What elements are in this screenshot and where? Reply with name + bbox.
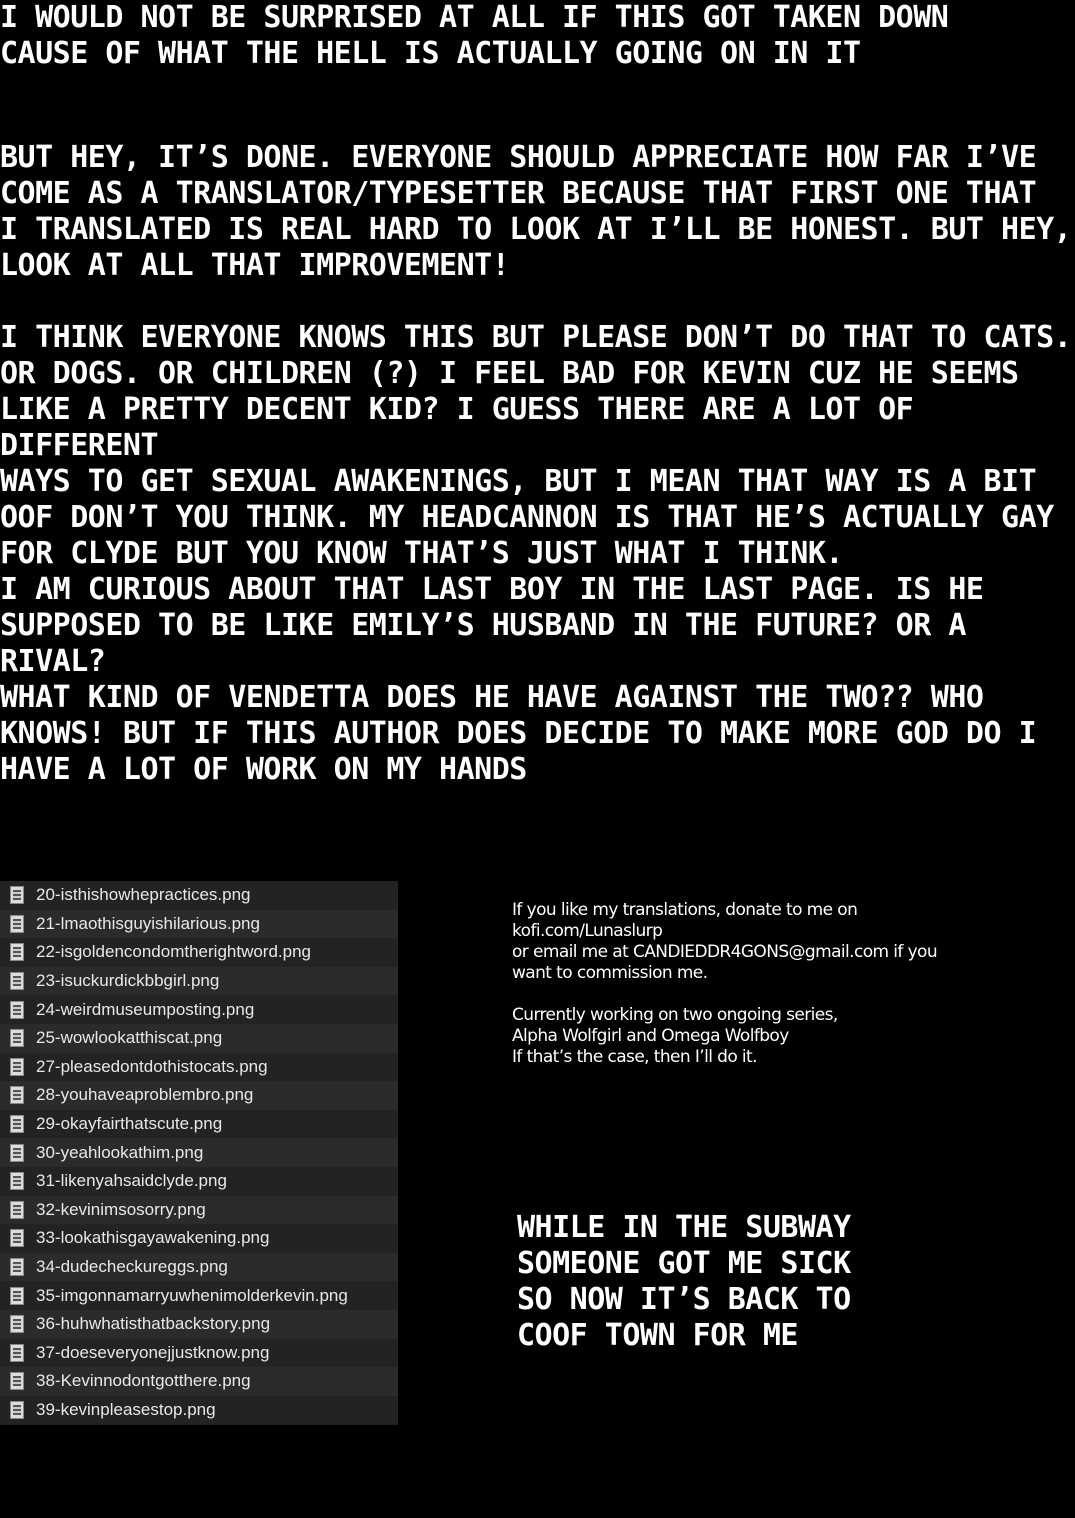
image-file-icon [10,1315,24,1333]
file-row[interactable] [0,1053,398,1082]
file-name: 20-isthishowhepractices.png [36,885,251,905]
file-name: 30-yeahlookathim.png [36,1142,204,1162]
image-file-icon [10,943,24,961]
image-file-icon [10,1229,24,1247]
file-name: 31-likenyahsaidclyde.png [36,1171,227,1191]
file-row[interactable] [0,1339,398,1368]
file-row[interactable] [0,1138,398,1167]
file-name: 29-okayfairthatscute.png [36,1114,223,1134]
image-file-icon [10,972,24,990]
file-row[interactable] [0,1310,398,1339]
file-name: 39-kevinpleasestop.png [36,1399,216,1419]
file-name: 21-lmaothisguyishilarious.png [36,913,260,933]
note-paragraph: I WOULD NOT BE SURPRISED AT ALL IF THIS GOT TAKEN DOWN CAUSE OF WHAT THE HELL IS ACTUALLY GOING ON IN IT [0,0,949,71]
image-file-icon [10,1372,24,1390]
image-file-icon [10,1258,24,1276]
file-row[interactable] [0,910,398,939]
image-file-icon [10,1344,24,1362]
image-file-icon [10,1058,24,1076]
file-row[interactable] [0,967,398,996]
file-name: 34-dudecheckureggs.png [36,1257,228,1277]
image-file-icon [10,1201,24,1219]
file-name: 38-Kevinnodontgotthere.png [36,1371,251,1391]
image-file-icon [10,1029,24,1047]
image-file-icon [10,915,24,933]
file-row[interactable] [0,1196,398,1225]
file-name: 37-doeseveryonejjustknow.png [36,1342,270,1362]
image-file-icon [10,1115,24,1133]
image-file-icon [10,1401,24,1419]
file-row[interactable] [0,1024,398,1053]
image-file-icon [10,1001,24,1019]
file-name: 23-isuckurdickbbgirl.png [36,971,220,991]
file-row[interactable] [0,1253,398,1282]
series-text: Currently working on two ongoing series, Alpha Wolfgirl and Omega Wolfboy If that’s the case, then I’ll do it. [512,1005,838,1067]
note-paragraph: I AM CURIOUS ABOUT THAT LAST BOY IN THE LAST PAGE. IS HE SUPPOSED TO BE LIKE EMILY’S HUSBAND IN THE FUTURE? OR A RIVAL? WHAT KIND OF VENDETTA DOES HE HAVE AGAINST THE TWO?? WHO KNOWS! BUT IF THIS AUTHOR DOES DECIDE TO MAKE MORE GOD DO I HAVE A LOT OF WORK ON MY HANDS [0,572,1037,787]
file-row[interactable] [0,1396,398,1425]
file-row[interactable] [0,1110,398,1139]
file-name: 35-imgonnamarryuwhenimolderkevin.png [36,1285,348,1305]
file-row[interactable] [0,938,398,967]
file-name: 36-huhwhatisthatbackstory.png [36,1314,271,1334]
file-row[interactable] [0,1224,398,1253]
image-file-icon [10,1086,24,1104]
file-row[interactable] [0,995,398,1024]
file-row[interactable] [0,1281,398,1310]
file-name: 33-lookathisgayawakening.png [36,1228,270,1248]
file-row[interactable] [0,1367,398,1396]
image-file-icon [10,1172,24,1190]
file-row[interactable] [0,1081,398,1110]
image-file-icon [10,1144,24,1162]
note-paragraph: I THINK EVERYONE KNOWS THIS BUT PLEASE DON’T DO THAT TO CATS. OR DOGS. OR CHILDREN (?) I FEEL BAD FOR KEVIN CUZ HE SEEMS LIKE A PRETTY DECENT KID? I GUESS THERE ARE A LOT OF DIFFERENT WAYS TO GET SEXUAL AWAKENINGS, BUT I MEAN THAT WAY IS A BIT OOF DON’T YOU THINK. MY HEADCANNON IS THAT HE’S ACTUALLY GAY FOR CLYDE BUT YOU KNOW THAT’S JUST WHAT I THINK. [0,320,1072,571]
note-paragraph: BUT HEY, IT’S DONE. EVERYONE SHOULD APPRECIATE HOW FAR I’VE COME AS A TRANSLATOR/TYPESETTER BECAUSE THAT FIRST ONE THAT I TRANSLATED IS REAL HARD TO LOOK AT I’LL BE HONEST. BUT HEY, LOOK AT ALL THAT IMPROVEMENT! [0,140,1072,283]
file-name: 28-youhaveaproblembro.png [36,1085,254,1105]
donate-text: If you like my translations, donate to me on kofi.com/Lunaslurp or email me at CANDIEDDR4GONS@gmail.com if you want to commission me. [512,900,938,983]
image-file-icon [10,1287,24,1305]
aside-note: WHILE IN THE SUBWAY SOMEONE GOT ME SICK SO NOW IT’S BACK TO COOF TOWN FOR ME [517,1210,851,1353]
file-name: 27-pleasedontdothistocats.png [36,1056,268,1076]
file-name: 32-kevinimsosorry.png [36,1199,206,1219]
file-row[interactable] [0,881,398,910]
file-name: 24-weirdmuseumposting.png [36,999,255,1019]
image-file-icon [10,886,24,904]
file-name: 25-wowlookatthiscat.png [36,1028,223,1048]
file-row[interactable] [0,1167,398,1196]
credit-block [512,900,1052,1068]
file-list [0,881,398,1425]
file-name: 22-isgoldencondomtherightword.png [36,942,312,962]
